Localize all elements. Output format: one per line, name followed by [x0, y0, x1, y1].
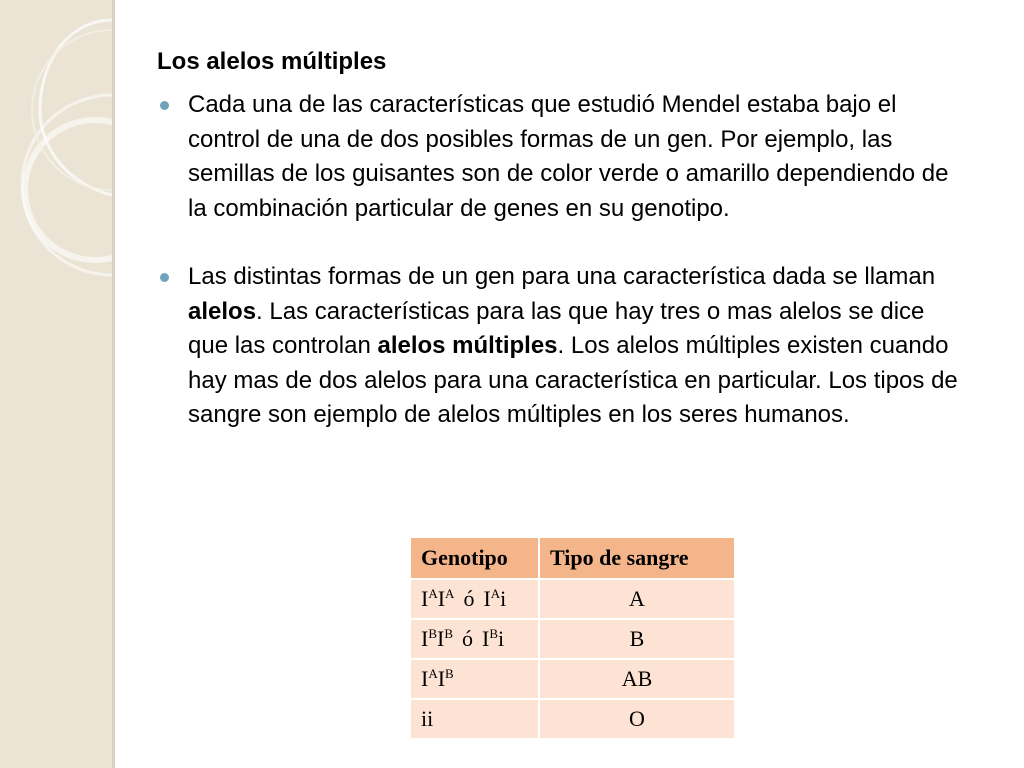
blood-type-cell: A — [539, 579, 735, 619]
bullet-text-part: Las distintas formas de un gen para una característica dada se llaman — [188, 263, 936, 290]
blood-type-cell: B — [539, 619, 735, 659]
blood-type-table — [409, 536, 736, 740]
header-genotipo: Genotipo — [410, 537, 539, 579]
bullet-text: Cada una de las características que estudió Mendel estaba bajo el control de una de dos posibles formas de un gen. Por ejemplo, las semillas de los guisantes son de color verde o amarillo dependiendo de la combinación particular de genes en su genotipo. — [188, 91, 949, 222]
genotype-cell: $I^AI^A$ ó $I^Ai$ — [410, 579, 539, 619]
bold-term-alelos-multiples: alelos múltiples — [377, 332, 558, 359]
table-row — [410, 579, 735, 619]
bullet-text-part: . Las características para las que hay tres o mas alelos se dice que las controlan — [188, 297, 925, 359]
genotype-cell: $I^BI^B$ ó $I^Bi$ — [410, 619, 539, 659]
genotype-cell: ii — [410, 699, 539, 739]
table-row — [410, 619, 735, 659]
table-header-row — [410, 537, 735, 579]
bullet-dot-icon — [160, 273, 169, 282]
bullet-list — [160, 88, 970, 433]
header-tipo-de-sangre: Tipo de sangre — [539, 537, 735, 579]
decorative-side-panel — [0, 0, 115, 768]
table-row — [410, 659, 735, 699]
genotype-cell: $I^AI^B$ — [410, 659, 539, 699]
bullet-item — [160, 260, 970, 433]
blood-type-cell: O — [539, 699, 735, 739]
bullet-item — [160, 88, 970, 226]
bold-term-alelos: alelos — [188, 297, 257, 325]
bullet-dot-icon — [160, 101, 169, 110]
slide-title: Los alelos múltiples — [157, 48, 387, 75]
decorative-rings-graphic — [0, 0, 112, 768]
blood-type-cell: AB — [539, 659, 735, 699]
bullet-text-part: . Los alelos múltiples existen cuando hay mas de dos alelos para una característica en particular. Los tipos de sangre son ejemplo de alelos múltiples en los seres humanos. — [188, 332, 958, 428]
table-row — [410, 699, 735, 739]
